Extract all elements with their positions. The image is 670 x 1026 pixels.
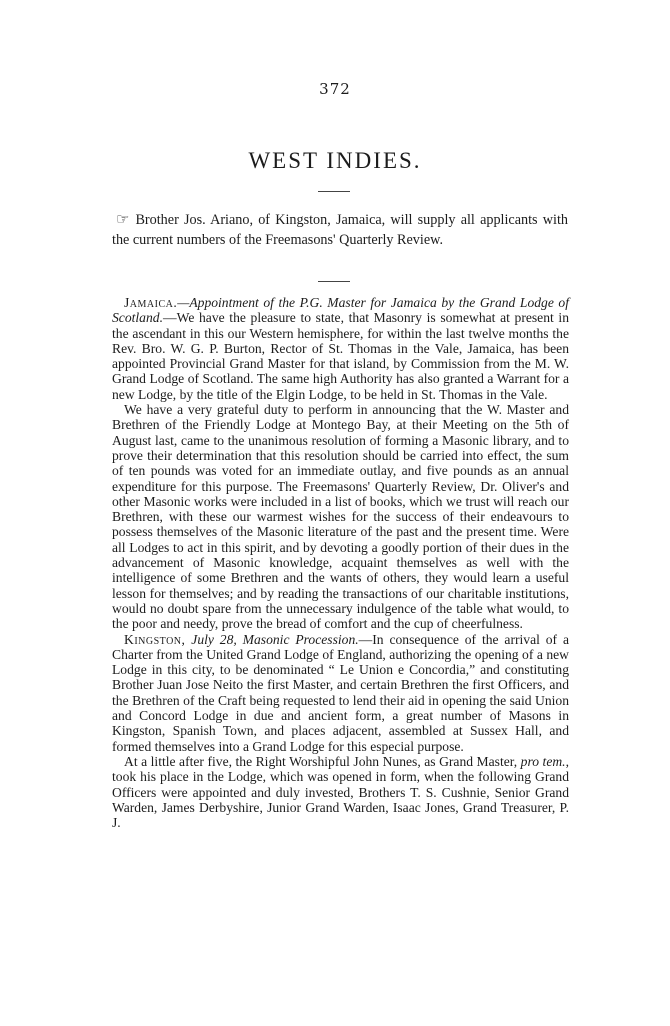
notice-paragraph bbox=[112, 210, 568, 250]
title-rule bbox=[318, 191, 350, 192]
jamaica-place: Jamaica. bbox=[124, 295, 178, 310]
jamaica-text: —We have the pleasure to state, that Masonry is somewhat at present in the ascendant in this our Western hemisphere, for within the last twelve months the Rev. Bro. W. G. P. Burton, Rector of St. Thomas in the Vale, Jamaica, has been appointed Provincial Grand Master for that island, by Commission from the M. W. Grand Lodge of Scotland. The same high Authority has also granted a Warrant for a new Lodge, by the title of the Elgin Lodge, to be held in St. Thomas in the Vale. bbox=[112, 310, 569, 402]
kingston-place: Kingston, bbox=[124, 631, 186, 647]
five-text-a: At a little after five, the Right Worshipful John Nunes, as Grand Master, bbox=[124, 753, 521, 769]
five-paragraph bbox=[112, 754, 569, 830]
kingston-paragraph bbox=[112, 632, 569, 754]
pointing-hand-icon: ☞ bbox=[116, 212, 130, 228]
jamaica-heading: —Appointment of the P.G. Master for Jamaica by the Grand Lodge of Scotland. bbox=[112, 295, 569, 326]
kingston-heading: July 28, Masonic Procession. bbox=[185, 631, 359, 647]
kingston-text: —In consequence of the arrival of a Charter from the United Grand Lodge of England, authorizing the opening of a new Lodge in this city, to be denominated “ Le Union e Concordia,” and constituting Brother Juan Jose Neito the first Master, and certain Brethren the first Officers, and the Brethren of the Craft being requested to lend their aid in opening the said Union and Concord Lodge in due and ancient form, a great number of Masons in Kingston, Spanish Town, and places adjacent, assembled at Sussex Hall, and formed themselves into a Grand Lodge for this especial purpose. bbox=[112, 631, 569, 754]
montego-paragraph: We have a very grateful duty to perform in announcing that the W. Master and Brethren of the Friendly Lodge at Montego Bay, at their Meeting on the 5th of August last, came to the unanimous resolution of forming a Masonic library, and to prove their determination that this resolution should be carried into effect, the sum of ten pounds was voted for an immediate outlay, and five pounds as an annual expenditure for this purpose. The Freemasons' Quarterly Review, Dr. Oliver's and other Masonic works were included in a list of books, which we trust will reach our Brethren, with these our warmest wishes for the success of their endeavours to possess themselves of the Masonic literature of the past and the present time. Were all Lodges to act in this spirit, and by devoting a goodly portion of their dues in the advancement of Masonic knowledge, acquaint themselves as well with the intelligence of some Brethren and the wants of others, they would learn a useful lesson for themselves; and by reading the transactions of our charitable institutions, would no doubt spare from the unnecessary indulgence of the table what would, to the poor and needy, prove the bread of comfort and the cup of cheerfulness. bbox=[112, 402, 569, 632]
notice-text: Brother Jos. Ariano, of Kingston, Jamaica, will supply all applicants with the current numbers of the Freemasons' Quarterly Review. bbox=[112, 212, 568, 248]
jamaica-paragraph bbox=[112, 295, 569, 402]
section-title: WEST INDIES. bbox=[248, 148, 422, 173]
notice-rule bbox=[318, 281, 350, 282]
article-body bbox=[112, 295, 569, 830]
five-text-b: , took his place in the Lodge, which was opened in form, when the following Grand Officers were appointed and duly invested, Brothers T. S. Cushnie, Senior Grand Warden, James Derbyshire, Junior Grand Warden, Isaac Jones, Grand Treasurer, P. J. bbox=[112, 753, 569, 831]
page-number: 372 bbox=[319, 80, 351, 98]
pro-tem: pro tem. bbox=[520, 753, 566, 769]
